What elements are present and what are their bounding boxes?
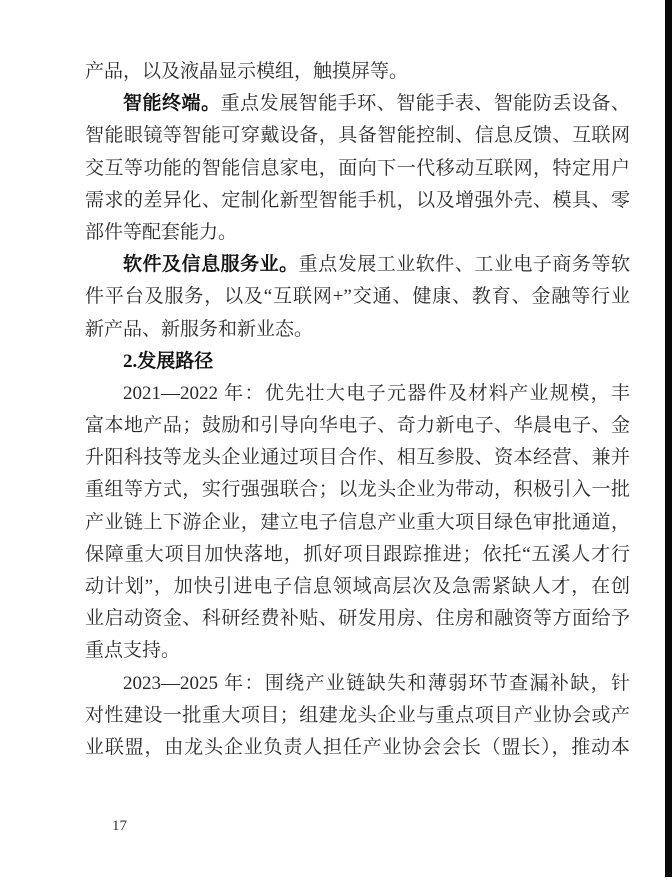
line-text: 交互等功能的智能信息家电，面向下一代移动互联网，特定用户 bbox=[85, 157, 630, 179]
text-line bbox=[85, 378, 630, 410]
line-text: 2023—2025 年：围绕产业链缺失和薄弱环节查漏补缺，针 bbox=[123, 672, 630, 694]
line-text: 保障重大项目加快落地，抓好项目跟踪推进；依托“五溪人才行 bbox=[85, 543, 630, 565]
line-text: 升阳科技等龙头企业通过项目合作、相互参股、资本经营、兼并 bbox=[85, 447, 630, 469]
scan-edge-artifact bbox=[665, 0, 672, 877]
line-text: 重点发展智能手环、智能手表、智能防丢设备、 bbox=[220, 93, 630, 115]
document-body bbox=[85, 56, 630, 764]
text-line bbox=[85, 635, 630, 667]
text-line bbox=[85, 571, 630, 603]
paragraph-lead-bold: 智能终端。 bbox=[123, 93, 221, 115]
text-line bbox=[85, 539, 630, 571]
line-text: 业启动资金、科研经费补贴、研发用房、住房和融资等方面给予 bbox=[85, 608, 630, 630]
text-line bbox=[85, 507, 630, 539]
line-text: 件平台及服务，以及“互联网+”交通、健康、教育、金融等行业 bbox=[85, 286, 630, 308]
line-text: 需求的差异化、定制化新型智能手机，以及增强外壳、模具、零 bbox=[85, 189, 630, 211]
text-line bbox=[85, 700, 630, 732]
text-line bbox=[85, 153, 630, 185]
line-text: 新产品、新服务和新业态。 bbox=[85, 318, 314, 340]
line-text: 产业链上下游企业，建立电子信息产业重大项目绿色审批通道， bbox=[85, 511, 630, 533]
line-text: 动计划”，加快引进电子信息领域高层次及急需紧缺人才，在创 bbox=[85, 576, 630, 597]
line-text: 产品，以及液晶显示模组，触摸屏等。 bbox=[85, 61, 409, 82]
text-line bbox=[85, 603, 630, 635]
text-line bbox=[85, 442, 630, 474]
line-text: 部件等配套能力。 bbox=[85, 221, 238, 243]
text-line bbox=[85, 410, 630, 442]
line-text: 重组等方式，实行强强联合；以龙头企业为带动，积极引入一批 bbox=[85, 479, 630, 501]
text-line bbox=[85, 474, 630, 506]
line-text: 业联盟，由龙头企业负责人担任产业协会会长（盟长），推动本 bbox=[85, 736, 630, 758]
text-line bbox=[85, 217, 630, 249]
text-line bbox=[85, 56, 630, 88]
text-line bbox=[85, 732, 630, 764]
text-line bbox=[85, 314, 630, 346]
line-text: 重点支持。 bbox=[85, 640, 181, 662]
text-line bbox=[85, 185, 630, 217]
section-heading-text: 2.发展路径 bbox=[123, 350, 214, 372]
line-text: 智能眼镜等智能可穿戴设备，具备智能控制、信息反馈、互联网 bbox=[85, 125, 630, 147]
line-text: 2021—2022 年：优先壮大电子元器件及材料产业规模，丰 bbox=[123, 382, 630, 404]
page-number: 17 bbox=[112, 818, 127, 834]
text-line bbox=[85, 249, 630, 281]
paragraph-lead-bold: 软件及信息服务业。 bbox=[123, 254, 299, 276]
line-text: 富本地产品；鼓励和引导向华电子、奇力新电子、华晨电子、金 bbox=[85, 415, 630, 437]
line-text: 对性建设一批重大项目；组建龙头企业与重点项目产业协会或产 bbox=[85, 704, 630, 726]
text-line bbox=[85, 281, 630, 313]
text-line bbox=[85, 120, 630, 152]
text-line bbox=[85, 88, 630, 120]
section-heading bbox=[85, 346, 630, 378]
line-text: 重点发展工业软件、工业电子商务等软 bbox=[298, 254, 630, 276]
text-line bbox=[85, 668, 630, 700]
